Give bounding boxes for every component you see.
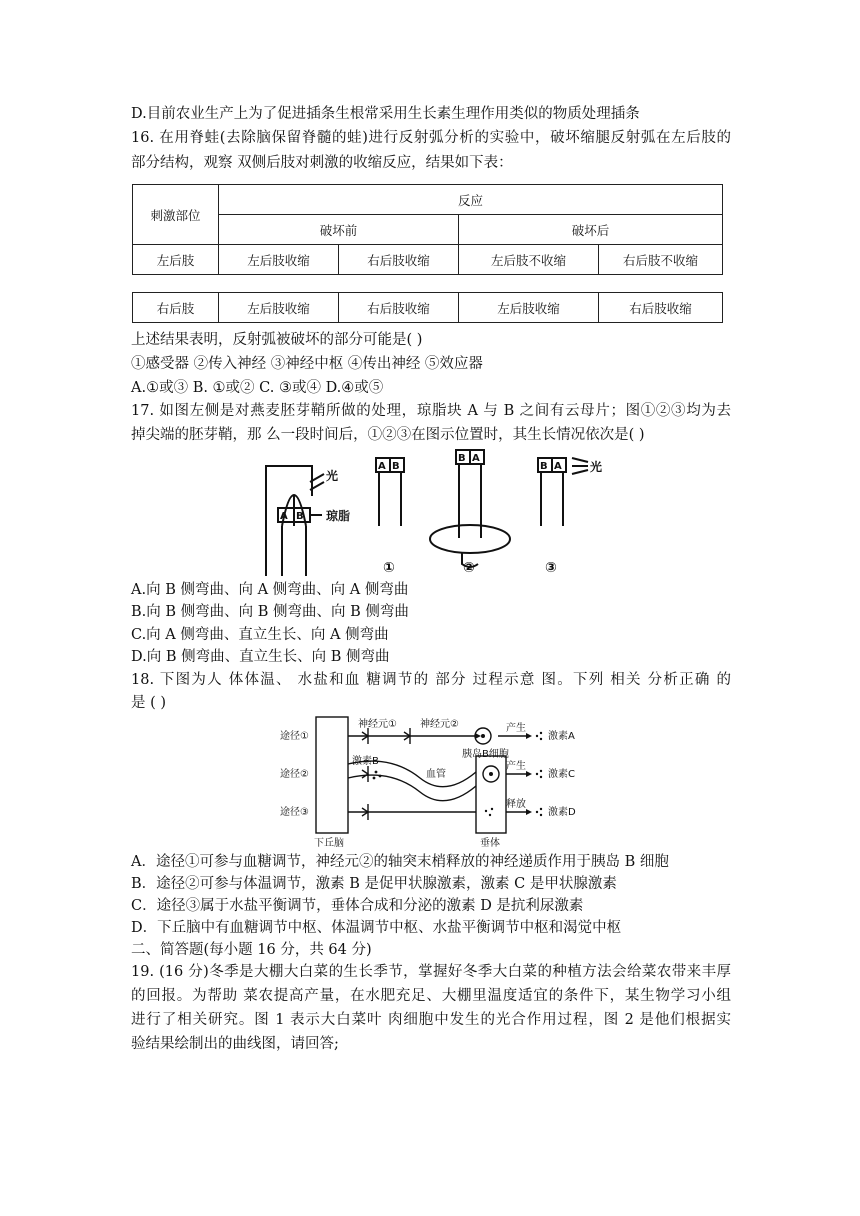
hormone-c-label: 激素C <box>548 769 575 780</box>
q18-stem-line1: 18. 下图为人 体体温、 水盐和血 糖调节的 部分 过程示意 图。下列 相关 分析正确 的 <box>131 672 731 688</box>
reflex-table-continued <box>132 292 723 323</box>
route1-label: 途径① <box>280 731 309 742</box>
q15-option-d: D.目前农业生产上为了促进插条生根常采用生长素生理作用类似的物质处理插条 <box>131 106 640 122</box>
q16-items: ①感受器 ②传入神经 ③神经中枢 ④传出神经 ⑤效应器 <box>131 356 483 372</box>
section-heading: 二、简答题(每小题 16 分，共 64 分) <box>131 942 372 958</box>
table-cell: 左后肢 <box>133 245 219 275</box>
hormone-a-label: 激素A <box>548 731 575 742</box>
q18-stem-line2: 是 ( ) <box>131 695 167 711</box>
q17-option-b: B.向 B 侧弯曲、向 B 侧弯曲、向 B 侧弯曲 <box>131 604 409 620</box>
q17-option-a: A.向 B 侧弯曲、向 A 侧弯曲、向 A 侧弯曲 <box>131 582 409 598</box>
agar-label: 琼脂 <box>326 509 351 523</box>
q17-stem-line2: 掉尖端的胚芽鞘，那 么一段时间后，①②③在图示位置时，其生长情况依次是( ) <box>131 427 645 443</box>
vessel-label: 血管 <box>426 769 446 780</box>
figure-number-2: ② <box>463 560 475 576</box>
table-cell: 右后肢不收缩 <box>599 245 723 275</box>
agar-label-a: A <box>280 511 288 522</box>
produce-label-2: 产生 <box>506 761 526 772</box>
coleoptile-figure <box>262 446 608 578</box>
q16-stem-line1: 16. 在用脊蛙(去除脑保留脊髓的蛙)进行反射弧分析的实验中，破坏缩腿反射弧在左后肢的 <box>131 130 731 146</box>
reflex-table <box>132 184 723 275</box>
table-cell: 左后肢收缩 <box>459 293 599 323</box>
coleoptile1-label-a: A <box>378 461 386 472</box>
light-label-right: 光 <box>590 460 603 474</box>
table-header-before: 破坏前 <box>219 215 459 245</box>
q16-stem-line2: 部分结构，观察 双侧后肢对刺激的收缩反应，结果如下表： <box>131 155 513 171</box>
route3-label: 途径③ <box>280 807 309 818</box>
q17-stem-line1: 17. 如图左侧是对燕麦胚芽鞘所做的处理，琼脂块 A 与 B 之间有云母片；图①②③均为去 <box>131 403 731 419</box>
coleoptile2-label-b: B <box>458 453 466 464</box>
q19-stem-line3: 进行了相关研究。图 1 表示大白菜叶 肉细胞中发生的光合作用过程，图 2 是他们根据实 <box>131 1012 731 1028</box>
coleoptile3-label-b: B <box>540 461 548 472</box>
q18-option-a: A．途径①可参与血糖调节，神经元②的轴突末梢释放的神经递质作用于胰岛 B 细胞 <box>131 854 669 870</box>
table-cell: 左后肢不收缩 <box>459 245 599 275</box>
q18-option-b: B．途径②可参与体温调节，激素 B 是促甲状腺激素，激素 C 是甲状腺激素 <box>131 876 617 892</box>
q16-options: A.①或③ B. ①或② C. ③或④ D.④或⑤ <box>131 380 384 396</box>
q19-stem-line1: 19. (16 分)冬季是大棚大白菜的生长季节，掌握好冬季大白菜的种植方法会给菜农带来丰厚 <box>131 964 731 980</box>
neuron1-label: 神经元① <box>358 719 397 730</box>
q19-stem-line2: 的回报。为帮助 菜农提高产量，在水肥充足、大棚里温度适宜的条件下，某生物学习小组 <box>131 988 731 1004</box>
table-cell: 左后肢收缩 <box>219 293 339 323</box>
pituitary-label: 垂体 <box>480 838 500 849</box>
table-cell: 右后肢 <box>133 293 219 323</box>
q17-option-c: C.向 A 侧弯曲、直立生长、向 A 侧弯曲 <box>131 627 389 643</box>
table-header-reaction: 反应 <box>219 185 723 215</box>
table-header-stimulus-site: 刺激部位 <box>133 185 219 245</box>
table-row <box>133 245 723 275</box>
agar-label-b: B <box>296 511 304 522</box>
neuron2-label: 神经元② <box>420 719 459 730</box>
q17-option-d: D.向 B 侧弯曲、直立生长、向 B 侧弯曲 <box>131 649 390 665</box>
hypothalamus-label: 下丘脑 <box>314 838 344 849</box>
hormone-d-label: 激素D <box>548 807 576 818</box>
table-cell: 右后肢收缩 <box>599 293 723 323</box>
coleoptile1-label-b: B <box>392 461 400 472</box>
table-cell: 左后肢收缩 <box>219 245 339 275</box>
produce-label-1: 产生 <box>506 723 526 734</box>
table-header-after: 破坏后 <box>459 215 723 245</box>
table-row <box>133 293 723 323</box>
route2-label: 途径② <box>280 769 309 780</box>
q18-option-c: C．途径③属于水盐平衡调节，垂体合成和分泌的激素 D 是抗利尿激素 <box>131 898 584 914</box>
hormone-b-label: 激素B <box>352 756 379 767</box>
coleoptile3-label-a: A <box>554 461 562 472</box>
q19-stem-line4: 验结果绘制出的曲线图，请回答; <box>131 1036 339 1052</box>
release-label: 释放 <box>506 799 526 810</box>
q18-option-d: D．下丘脑中有血糖调节中枢、体温调节中枢、水盐平衡调节中枢和渴觉中枢 <box>131 920 622 936</box>
regulation-diagram <box>280 714 600 852</box>
islet-cell-label: 胰岛B细胞 <box>462 749 509 760</box>
table-cell: 右后肢收缩 <box>339 293 459 323</box>
light-label-left: 光 <box>326 469 339 483</box>
q16-conclusion: 上述结果表明，反射弧被破坏的部分可能是( ) <box>131 332 423 348</box>
coleoptile2-label-a: A <box>472 453 480 464</box>
figure-number-3: ③ <box>545 560 557 576</box>
table-cell: 右后肢收缩 <box>339 245 459 275</box>
figure-number-1: ① <box>383 560 395 576</box>
